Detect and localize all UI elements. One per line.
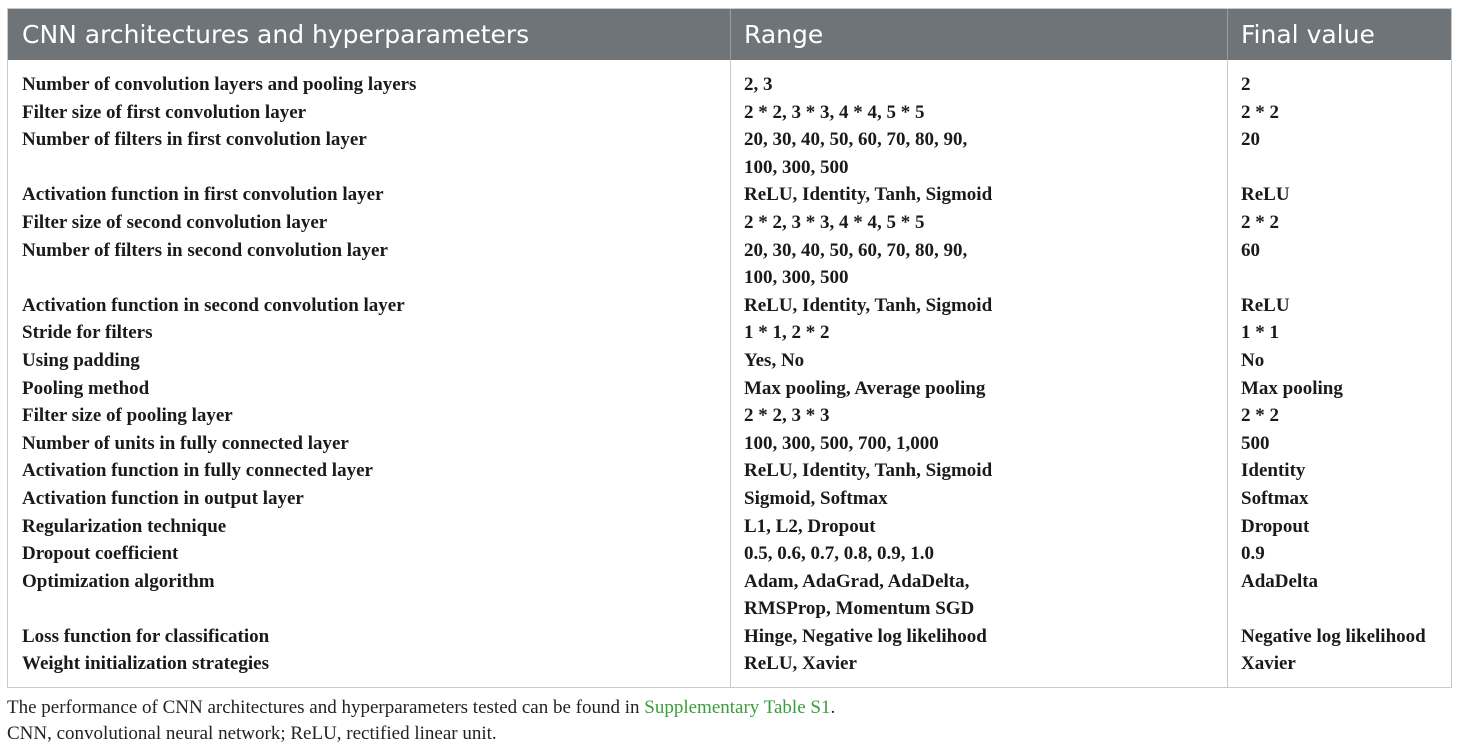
table-row xyxy=(8,485,1451,513)
cell-range xyxy=(744,319,830,347)
cell-final-value: Identity xyxy=(1241,460,1306,482)
cell-final-value: 2 * 2 xyxy=(1241,405,1279,427)
range-line: L1, L2, Dropout xyxy=(744,515,876,537)
range-line: 2 * 2, 3 * 3 xyxy=(744,405,830,427)
table-row xyxy=(8,292,1451,320)
cell-range xyxy=(744,623,987,651)
cell-final-value: 20 xyxy=(1241,129,1260,151)
cell-parameter: Weight initialization strategies xyxy=(22,653,269,675)
table-row xyxy=(8,375,1451,403)
table-row xyxy=(8,430,1451,458)
table-row xyxy=(8,237,1451,292)
range-line: ReLU, Xavier xyxy=(744,653,857,675)
note-period: . xyxy=(830,697,836,718)
header-divider xyxy=(730,9,731,60)
cell-range xyxy=(744,457,992,485)
range-line: Hinge, Negative log likelihood xyxy=(744,625,987,647)
range-line: ReLU, Identity, Tanh, Sigmoid xyxy=(744,460,993,482)
cell-parameter: Filter size of first convolution layer xyxy=(22,101,307,123)
table-row xyxy=(8,457,1451,485)
range-line: 100, 300, 500 xyxy=(744,156,849,178)
cell-range xyxy=(744,402,830,430)
table-row xyxy=(8,126,1451,181)
header-hyperparameters: CNN architectures and hyperparameters xyxy=(22,20,530,49)
cell-parameter: Using padding xyxy=(22,349,140,371)
cell-final-value: ReLU xyxy=(1241,184,1290,206)
cell-final-value: Xavier xyxy=(1241,653,1296,675)
hyperparameter-table xyxy=(7,8,1452,688)
cell-final-value: Dropout xyxy=(1241,515,1310,537)
header-divider xyxy=(1227,9,1228,60)
cell-range xyxy=(744,513,876,541)
cell-range xyxy=(744,181,992,209)
cell-parameter: Activation function in first convolution layer xyxy=(22,184,384,206)
table-row xyxy=(8,568,1451,623)
table-row xyxy=(8,99,1451,127)
cell-final-value: 0.9 xyxy=(1241,543,1265,565)
cell-final-value: 60 xyxy=(1241,239,1260,261)
range-line: Sigmoid, Softmax xyxy=(744,487,888,509)
range-line: 2, 3 xyxy=(744,74,773,95)
table-row xyxy=(8,650,1451,678)
table-body xyxy=(8,71,1451,678)
table-row xyxy=(8,71,1451,99)
table-row xyxy=(8,319,1451,347)
range-line: 2 * 2, 3 * 3, 4 * 4, 5 * 5 xyxy=(744,211,925,233)
range-line: 20, 30, 40, 50, 60, 70, 80, 90, xyxy=(744,129,968,151)
range-line: Adam, AdaGrad, AdaDelta, xyxy=(744,570,970,592)
cell-final-value: Softmax xyxy=(1241,487,1309,509)
cell-parameter: Optimization algorithm xyxy=(22,570,215,592)
cell-range xyxy=(744,99,925,127)
cell-range xyxy=(744,485,888,513)
table-row xyxy=(8,623,1451,651)
table-header xyxy=(8,9,1451,60)
cell-parameter: Filter size of pooling layer xyxy=(22,405,233,427)
table-row xyxy=(8,540,1451,568)
range-line: ReLU, Identity, Tanh, Sigmoid xyxy=(744,184,993,206)
cell-range xyxy=(744,292,992,320)
cell-range xyxy=(744,568,974,623)
cell-parameter: Stride for filters xyxy=(22,322,153,344)
cell-range xyxy=(744,347,804,375)
table-row xyxy=(8,513,1451,541)
cell-final-value: 500 xyxy=(1241,432,1270,454)
cell-parameter: Number of filters in first convolution layer xyxy=(22,129,367,151)
cell-parameter: Activation function in output layer xyxy=(22,487,304,509)
cell-range xyxy=(744,540,934,568)
range-line: 20, 30, 40, 50, 60, 70, 80, 90, xyxy=(744,239,968,261)
range-line: 1 * 1, 2 * 2 xyxy=(744,322,830,344)
cell-range xyxy=(744,71,773,99)
table-notes xyxy=(7,695,835,747)
table-row xyxy=(8,402,1451,430)
range-line: 100, 300, 500 xyxy=(744,267,849,289)
cell-final-value: 2 * 2 xyxy=(1241,211,1279,233)
cell-final-value: Max pooling xyxy=(1241,377,1343,399)
cell-final-value: 2 xyxy=(1241,74,1251,95)
range-line: 100, 300, 500, 700, 1,000 xyxy=(744,432,939,454)
range-line: Max pooling, Average pooling xyxy=(744,377,986,399)
range-line: RMSProp, Momentum SGD xyxy=(744,598,975,620)
header-final-value: Final value xyxy=(1241,20,1375,49)
cell-final-value: 1 * 1 xyxy=(1241,322,1279,344)
cell-range xyxy=(744,237,967,292)
cell-range xyxy=(744,126,967,181)
cell-final-value: AdaDelta xyxy=(1241,570,1319,592)
cell-range xyxy=(744,430,939,458)
cell-range xyxy=(744,375,985,403)
range-line: Yes, No xyxy=(744,349,805,371)
cell-final-value: Negative log likelihood xyxy=(1241,625,1426,647)
note-performance xyxy=(7,695,835,721)
range-line: 2 * 2, 3 * 3, 4 * 4, 5 * 5 xyxy=(744,101,925,123)
cell-parameter: Dropout coefficient xyxy=(22,543,179,565)
cell-range xyxy=(744,209,925,237)
cell-parameter: Number of convolution layers and pooling layers xyxy=(22,74,417,95)
header-range: Range xyxy=(744,20,824,49)
supplementary-table-link[interactable]: Supplementary Table S1 xyxy=(644,697,831,718)
cell-parameter: Filter size of second convolution layer xyxy=(22,211,328,233)
cell-parameter: Number of units in fully connected layer xyxy=(22,432,349,454)
table-row xyxy=(8,347,1451,375)
cell-range xyxy=(744,650,857,678)
range-line: 0.5, 0.6, 0.7, 0.8, 0.9, 1.0 xyxy=(744,543,934,565)
cell-parameter: Activation function in fully connected layer xyxy=(22,460,373,482)
cell-final-value: 2 * 2 xyxy=(1241,101,1279,123)
cell-parameter: Activation function in second convolution layer xyxy=(22,294,405,316)
range-line: ReLU, Identity, Tanh, Sigmoid xyxy=(744,294,993,316)
cell-parameter: Loss function for classification xyxy=(22,625,270,647)
cell-final-value: No xyxy=(1241,349,1265,371)
cell-parameter: Pooling method xyxy=(22,377,150,399)
note-abbreviations: CNN, convolutional neural network; ReLU, rectified linear unit. xyxy=(7,723,497,744)
cell-final-value: ReLU xyxy=(1241,294,1290,316)
cell-parameter: Regularization technique xyxy=(22,515,227,537)
table-row xyxy=(8,209,1451,237)
table-row xyxy=(8,181,1451,209)
cell-parameter: Number of filters in second convolution layer xyxy=(22,239,388,261)
note-text: The performance of CNN architectures and hyperparameters tested can be found in xyxy=(7,697,645,718)
